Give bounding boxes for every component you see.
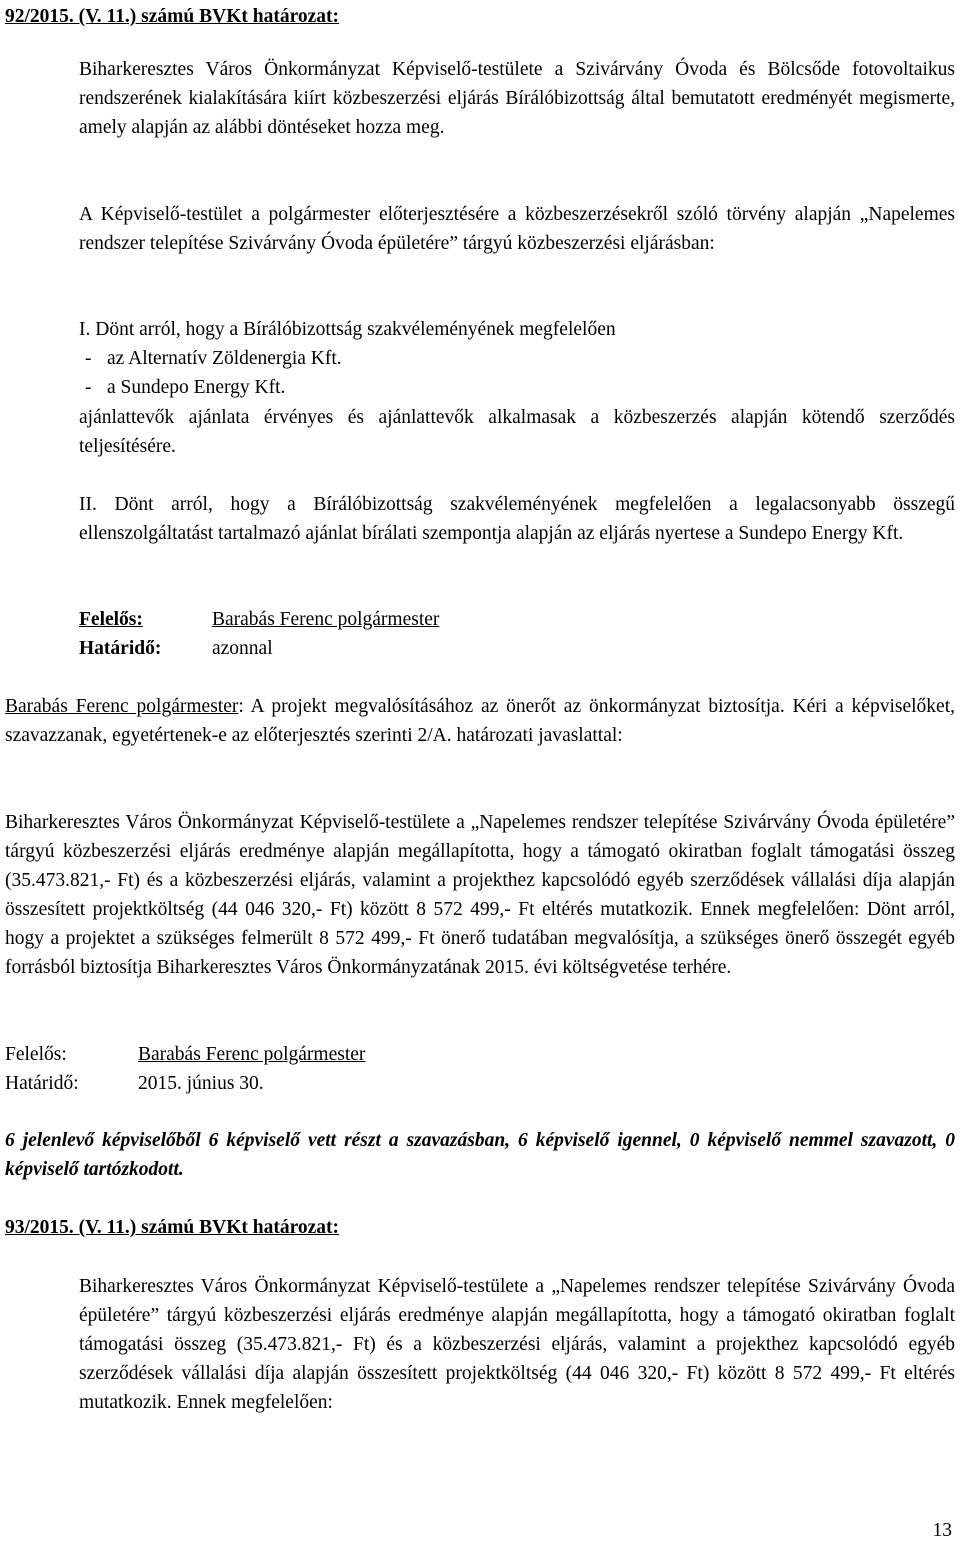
proposal-responsible-name: Barabás Ferenc polgármester [138, 1044, 366, 1065]
decision-1-intro: I. Dönt arról, hogy a Bírálóbizottság szakvéleményének megfelelően [79, 319, 616, 340]
bidder-2-name: a Sundepo Energy Kft. [107, 377, 286, 398]
deadline-label: Határidő: [79, 638, 162, 659]
resolution-92-responsible-row [79, 605, 439, 634]
speaker-text: : A projekt megvalósításához az önerőt az önkormányzat biztosítja. Kéri a képviselőket, szavazzanak, egyetértenek-e az előterjesztés szerinti 2/A. határozati javaslattal: [5, 696, 955, 746]
deadline-value: azonnal [212, 638, 273, 659]
resolution-92-context: A Képviselő-testület a polgármester előterjesztésére a közbeszerzésekről szóló törvény alapján „Napelemes rendszer telepítése Szivárvány Óvoda épületére” tárgyú közbeszerzési eljárásban: [79, 204, 955, 254]
resolution-93-text: Biharkeresztes Város Önkormányzat Képviselő-testülete a „Napelemes rendszer telepítése Szivárvány Óvoda épületére” tárgyú közbeszerzési eljárás eredménye alapján megállapította, hogy a támogató okiratban foglalt támogatási összeg (35.473.821,- Ft) és a közbeszerzési eljárás, valamint a projekthez kapcsolódó egyéb szerződések vállalási díja alapján összesített projektköltség (44 046 320,- Ft) között 8 572 499,- Ft eltérés mutatkozik. Ennek megfelelően: [79, 1276, 955, 1413]
proposal-deadline-label: Határidő: [5, 1073, 79, 1094]
resolution-92-intro: Biharkeresztes Város Önkormányzat Képviselő-testülete a Szivárvány Óvoda és Bölcsőde fotovoltaikus rendszerének kialakítására kiírt közbeszerzési eljárás Bírálóbizottság által bemutatott eredményét megismerte, amely alapján az alábbi döntéseket hozza meg. [79, 59, 955, 138]
proposal-responsible-row [5, 1040, 365, 1069]
proposal-deadline-value: 2015. június 30. [138, 1073, 264, 1094]
resolution-92-title: 92/2015. (V. 11.) számú BVKt határozat: [5, 6, 340, 27]
proposal-deadline-row [5, 1069, 264, 1098]
speaker-name: Barabás Ferenc polgármester [5, 696, 239, 717]
resolution-93-title: 93/2015. (V. 11.) számú BVKt határozat: [5, 1217, 340, 1238]
bidder-1-name: az Alternatív Zöldenergia Kft. [107, 348, 342, 369]
bidder-2: - a Sundepo Energy Kft. [85, 377, 286, 398]
responsible-name: Barabás Ferenc polgármester [212, 609, 440, 630]
proposal-text: Biharkeresztes Város Önkormányzat Képviselő-testülete a „Napelemes rendszer telepítése Szivárvány Óvoda épületére” tárgyú közbeszerzési eljárás eredménye alapján megállapította, hogy a támogató okiratban foglalt támogatási összeg (35.473.821,- Ft) és a közbeszerzési eljárás, valamint a projekthez kapcsolódó egyéb szerződések vállalási díja alapján összesített projektköltség (44 046 320,- Ft) között 8 572 499,- Ft eltérés mutatkozik. Ennek megfelelően: Dönt arról, hogy a projektet a szükséges felmerült 8 572 499,- Ft önerő tudatában megvalósítja, a szükséges önerő összegét egyéb forrásból biztosítja Biharkeresztes Város Önkormányzatának 2015. évi költségvetése terhére. [5, 812, 955, 978]
proposal-responsible-label: Felelős: [5, 1044, 67, 1065]
mayor-statement [5, 692, 955, 750]
bidder-1: - az Alternatív Zöldenergia Kft. [85, 348, 342, 369]
resolution-92-deadline-row [79, 634, 273, 663]
page-number: 13 [932, 1520, 952, 1541]
decision-2: II. Dönt arról, hogy a Bírálóbizottság szakvéleményének megfelelően a legalacsonyabb összegű ellenszolgáltatást tartalmazó ajánlat bírálati szempontja alapján az eljárás nyertese a Sundepo Energy Kft. [79, 494, 955, 544]
decision-1-text: ajánlattevők ajánlata érvényes és ajánlattevők alkalmasak a közbeszerzés alapján kötendő szerződés teljesítésére. [79, 407, 955, 457]
responsible-label: Felelős: [79, 609, 143, 630]
vote-result: 6 jelenlevő képviselőből 6 képviselő vett részt a szavazásban, 6 képviselő igennel, 0 képviselő nemmel szavazott, 0 képviselő tartózkodott. [5, 1130, 955, 1180]
